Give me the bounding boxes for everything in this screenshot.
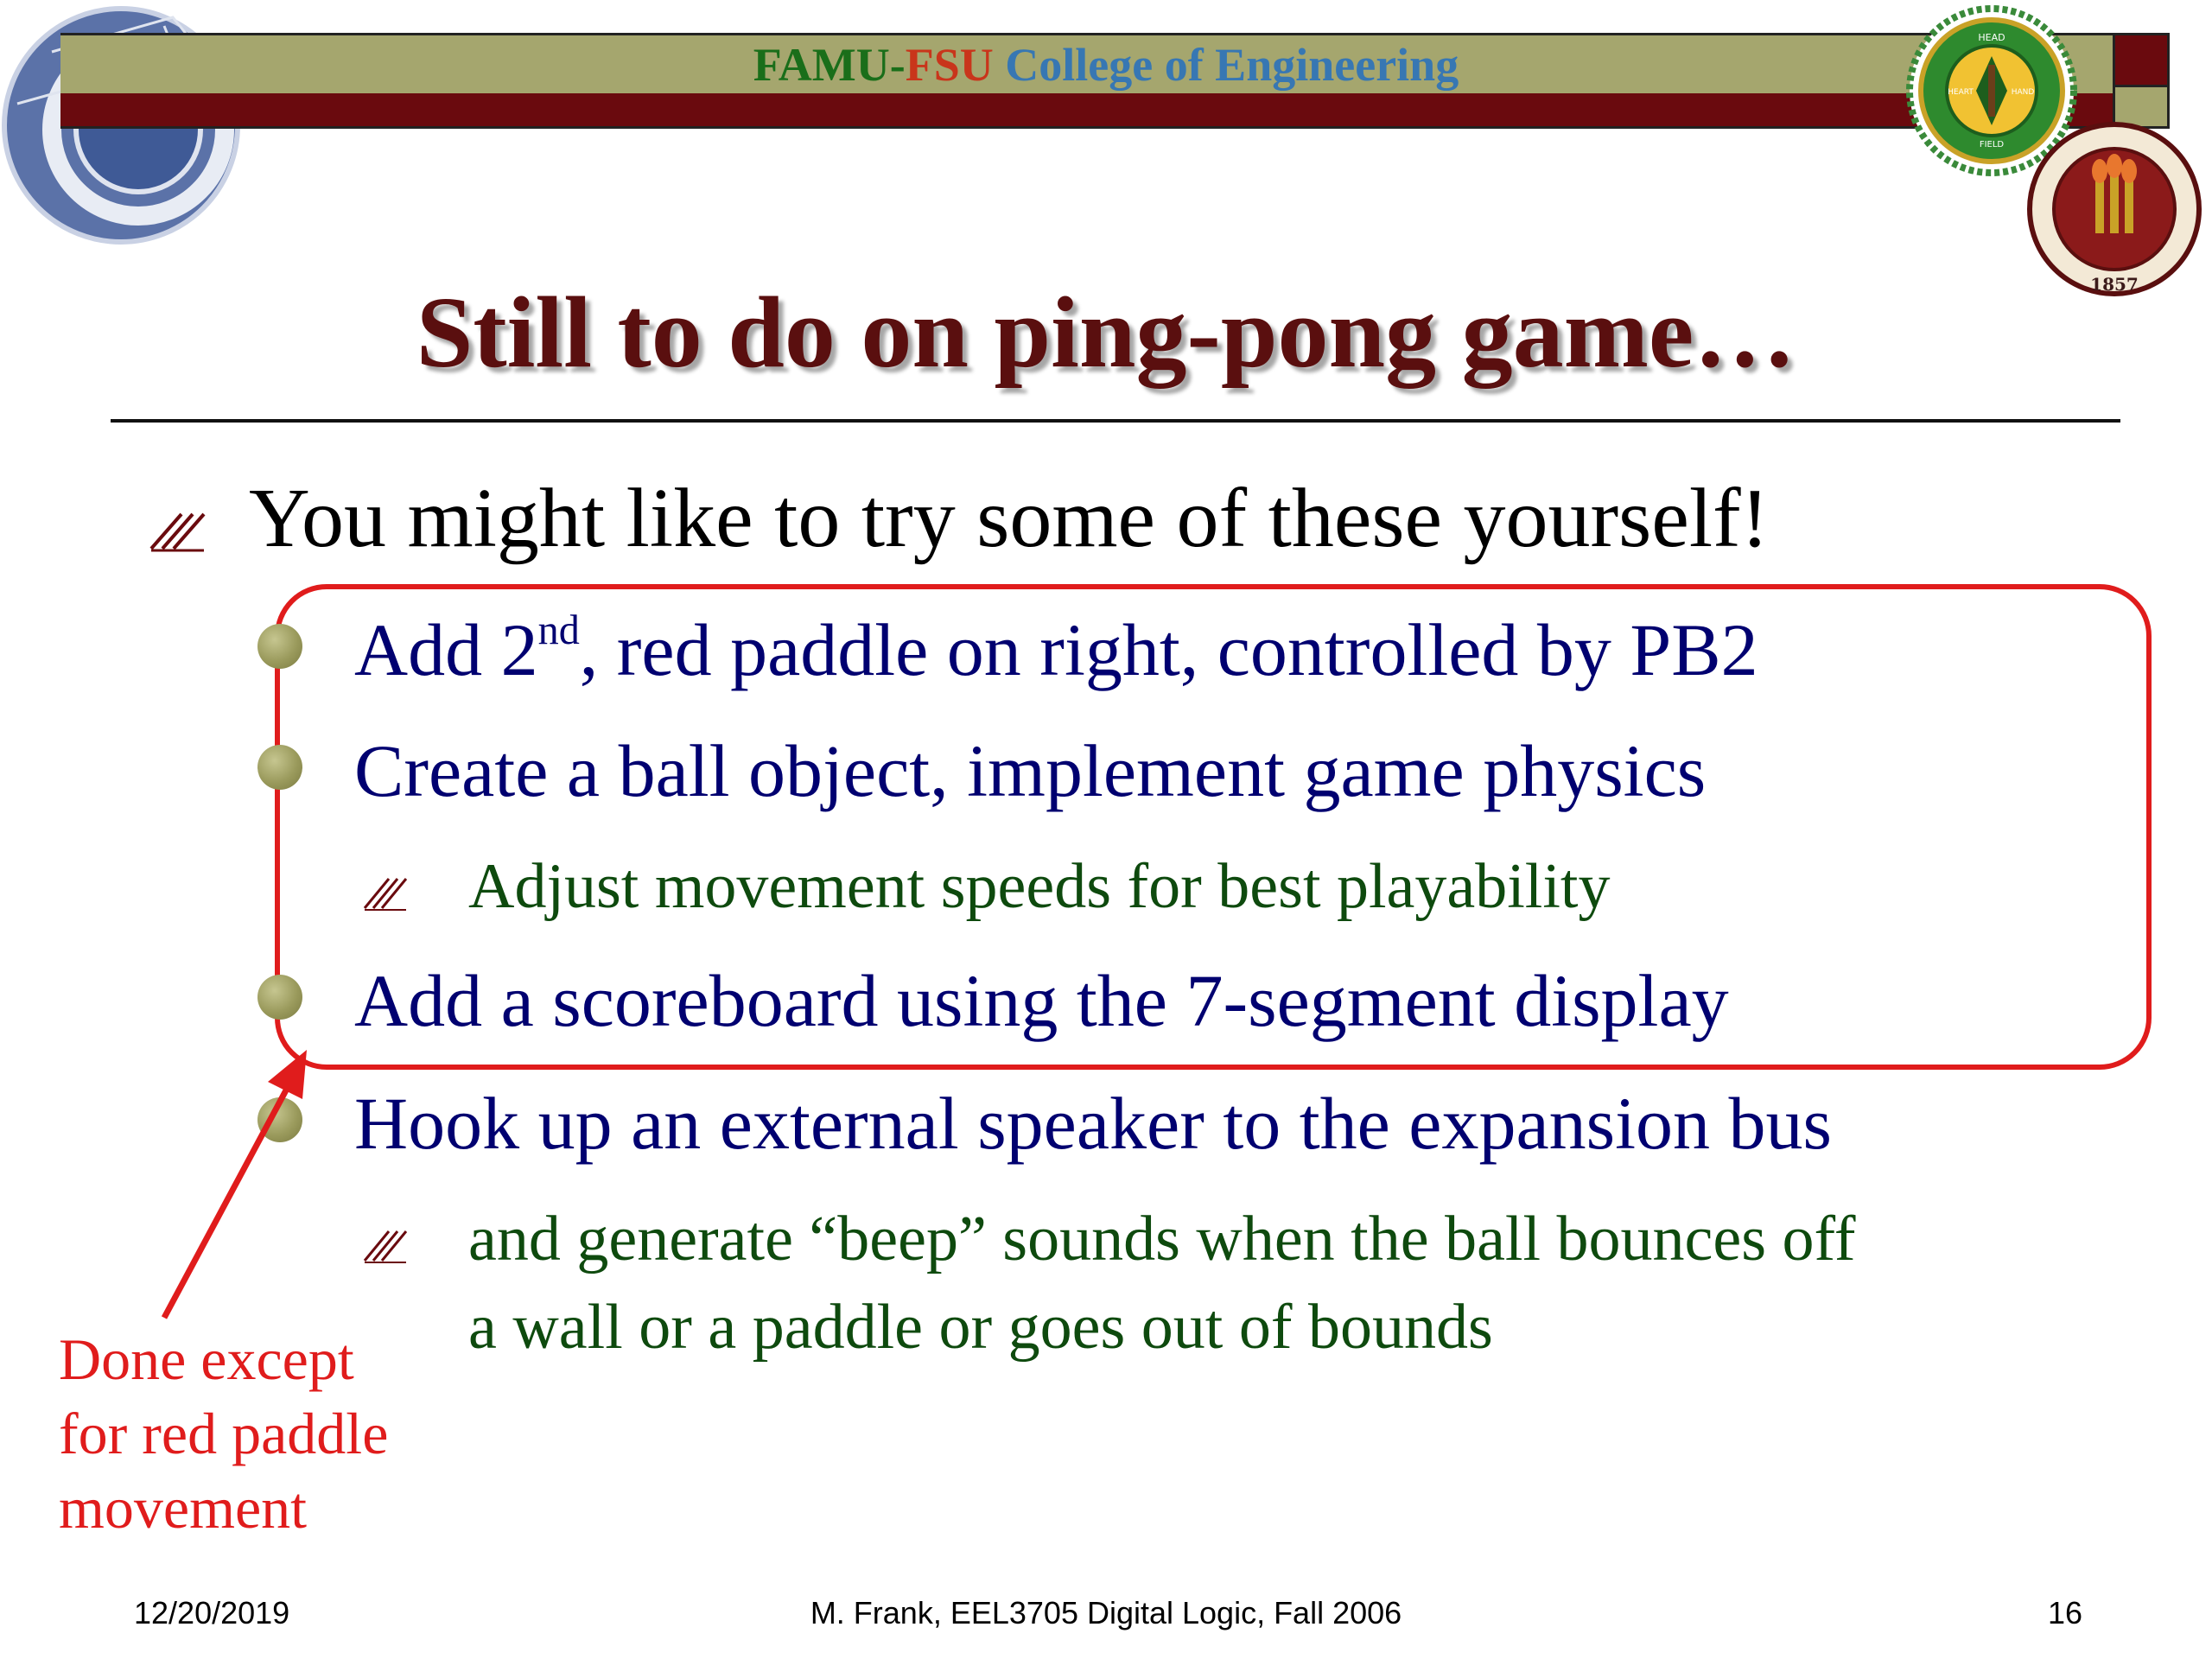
annotation-line-1: Done except xyxy=(59,1326,354,1392)
annotation-arrow-icon xyxy=(130,1046,328,1331)
list-item-scoreboard: Add a scoreboard using the 7-segment display xyxy=(354,959,1729,1042)
footer-page-number: 16 xyxy=(2047,1595,2082,1630)
annotation-note xyxy=(59,1322,491,1545)
intro-text: You might like to try some of these yourself! xyxy=(249,472,1770,565)
header-dash: - xyxy=(889,39,906,91)
famu-seal-text-left: HEART xyxy=(1948,88,1974,97)
footer-course: M. Frank, EEL3705 Digital Logic, Fall 2006 xyxy=(810,1595,1402,1630)
list-subitem-beep-line2: a wall or a paddle or goes out of bounds xyxy=(468,1292,1493,1363)
list-item-paddle-sup: nd xyxy=(537,607,580,653)
title-divider xyxy=(111,419,2120,423)
list-item-paddle-post: , red paddle on right, controlled by PB2 xyxy=(579,608,1758,691)
annotation-line-3: movement xyxy=(59,1475,308,1541)
header-title xyxy=(0,36,2212,93)
list-item-paddle xyxy=(354,605,1758,695)
famu-seal-text: HEAD xyxy=(1978,32,2005,43)
header-banner-stripe xyxy=(60,93,2169,129)
bullet-dot-icon xyxy=(257,975,302,1020)
header-fsu: FSU xyxy=(905,39,994,91)
list-subitem-beep-line1: and generate “beep” sounds when the ball bounces off xyxy=(468,1204,1856,1274)
list-item-ball: Create a ball object, implement game physics xyxy=(354,729,1707,812)
hatch-bullet-icon xyxy=(361,868,410,912)
footer-date: 12/20/2019 xyxy=(134,1595,290,1630)
famu-seal-text-right: HAND xyxy=(2011,88,2035,97)
hatch-bullet-icon xyxy=(361,1221,410,1264)
fsu-seal-year: 1857 xyxy=(2090,274,2139,295)
list-subitem-speeds: Adjust movement speeds for best playability xyxy=(468,851,1611,922)
list-item-speaker: Hook up an external speaker to the expansion bus xyxy=(354,1082,1832,1165)
header-college: College of Engineering xyxy=(993,39,1459,91)
bullet-dot-icon xyxy=(257,745,302,790)
famu-seal-text-bottom: FIELD xyxy=(1979,140,2005,149)
slide-title: Still to do on ping-pong game… xyxy=(416,276,1796,389)
annotation-line-2: for red paddle xyxy=(59,1401,389,1466)
header-famu: FAMU xyxy=(753,39,890,91)
list-item-paddle-pre: Add 2 xyxy=(354,608,538,691)
hatch-bullet-icon xyxy=(147,501,207,553)
bullet-dot-icon xyxy=(257,624,302,669)
